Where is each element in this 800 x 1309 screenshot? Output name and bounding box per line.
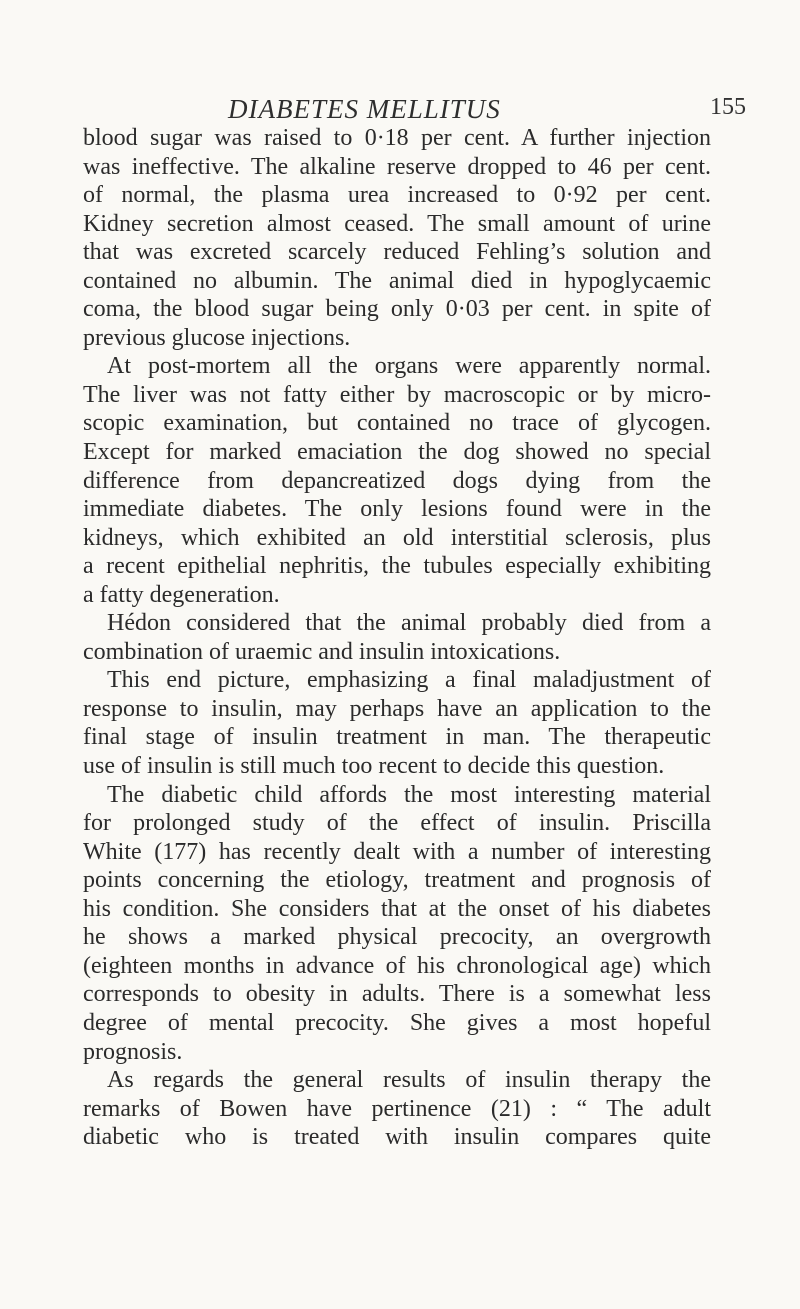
- text-line: Kidney secretion almost ceased. The small amount of urine: [83, 210, 711, 237]
- text-line: he shows a marked physical precocity, an overgrowth: [83, 924, 711, 951]
- text-line: final stage of insulin treatment in man. The therapeutic: [83, 724, 711, 751]
- text-line: a fatty degeneration.: [83, 581, 280, 608]
- text-line: At post-mortem all the organs were apparently normal.: [107, 353, 711, 380]
- text-line: White (177) has recently dealt with a number of interesting: [83, 838, 711, 865]
- text-line: corresponds to obesity in adults. There is a somewhat less: [83, 981, 711, 1008]
- text-line: degree of mental precocity. She gives a most hopeful: [83, 1009, 711, 1036]
- text-line: prognosis.: [83, 1038, 183, 1065]
- text-line: combination of uraemic and insulin intoxications.: [83, 638, 561, 665]
- text-line: blood sugar was raised to 0·18 per cent. A further injection: [83, 125, 711, 151]
- running-title: DIABETES MELLITUS: [228, 94, 501, 124]
- text-line: remarks of Bowen have pertinence (21) : “ The adult: [83, 1095, 711, 1122]
- page-number: 155: [710, 94, 746, 120]
- text-line: contained no albumin. The animal died in hypoglycaemic: [83, 267, 711, 294]
- text-line: a recent epithelial nephritis, the tubules especially exhibiting: [83, 553, 711, 580]
- text-line: diabetic who is treated with insulin compares quite: [83, 1124, 711, 1151]
- text-line: that was excreted scarcely reduced Fehling’s solution and: [83, 239, 711, 266]
- text-line: use of insulin is still much too recent to decide this question.: [83, 753, 665, 780]
- text-line: of normal, the plasma urea increased to 0·92 per cent.: [83, 182, 711, 209]
- text-line: Hédon considered that the animal probably died from a: [107, 610, 711, 637]
- text-line: The diabetic child affords the most interesting material: [107, 781, 711, 808]
- text-line: previous glucose injections.: [83, 324, 351, 351]
- text-line: was ineffective. The alkaline reserve dropped to 46 per cent.: [83, 153, 711, 180]
- text-line: for prolonged study of the effect of insulin. Priscilla: [83, 810, 711, 837]
- text-line: immediate diabetes. The only lesions found were in the: [83, 496, 711, 523]
- text-line: response to insulin, may perhaps have an application to the: [83, 695, 711, 722]
- text-line: The liver was not fatty either by macroscopic or by micro-: [83, 381, 711, 408]
- text-line: scopic examination, but contained no trace of glycogen.: [83, 410, 711, 437]
- text-line: points concerning the etiology, treatment and prognosis of: [83, 867, 711, 894]
- text-line: As regards the general results of insulin therapy the: [107, 1067, 711, 1094]
- text-line: This end picture, emphasizing a final maladjustment of: [107, 667, 711, 694]
- text-line: kidneys, which exhibited an old interstitial sclerosis, plus: [83, 524, 711, 551]
- text-line: his condition. She considers that at the onset of his diabetes: [83, 895, 711, 922]
- text-line: difference from depancreatized dogs dying from the: [83, 467, 711, 494]
- text-line: coma, the blood sugar being only 0·03 per cent. in spite of: [83, 296, 711, 323]
- body-text: [83, 124, 711, 1152]
- text-line: Except for marked emaciation the dog showed no special: [83, 439, 711, 466]
- text-line: (eighteen months in advance of his chronological age) which: [83, 952, 711, 979]
